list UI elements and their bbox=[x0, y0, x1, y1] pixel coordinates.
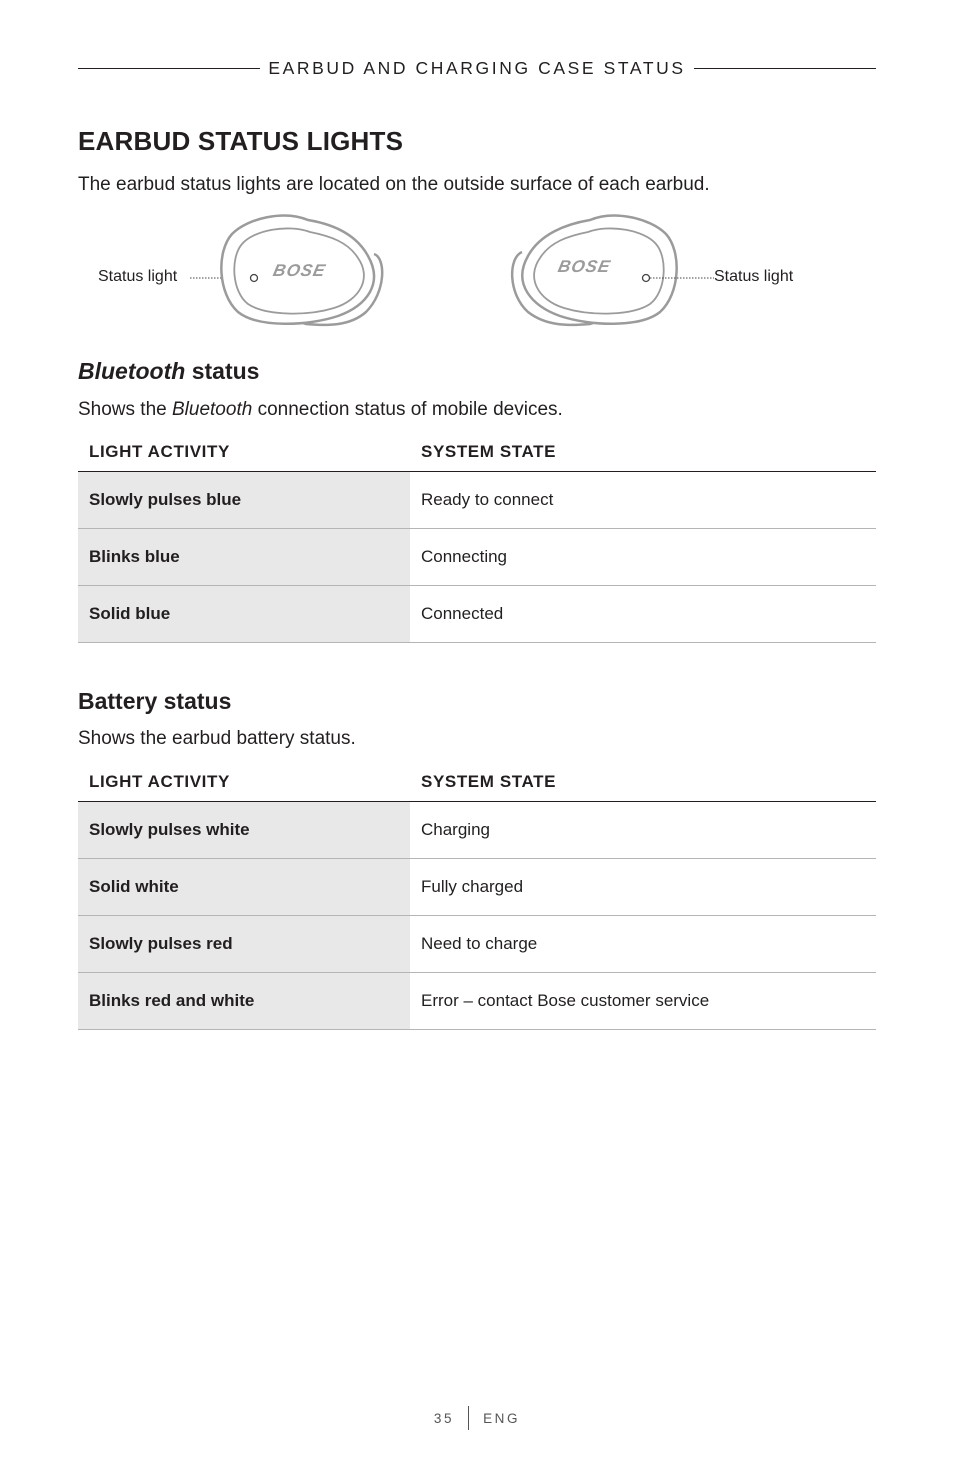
status-light-callout-left: Status light bbox=[98, 268, 178, 285]
system-state-cell: Ready to connect bbox=[410, 472, 876, 529]
earbud-figure bbox=[78, 212, 876, 330]
light-activity-cell: Solid white bbox=[78, 859, 410, 916]
system-state-cell: Fully charged bbox=[410, 859, 876, 916]
footer-divider bbox=[468, 1406, 469, 1430]
page-number: 35 bbox=[433, 1410, 455, 1426]
table-row bbox=[78, 916, 876, 973]
bluetooth-heading-italic: Bluetooth bbox=[78, 358, 186, 384]
language-label: ENG bbox=[483, 1410, 521, 1426]
column-header-system-state: SYSTEM STATE bbox=[410, 763, 876, 802]
status-light-callout-right: Status light bbox=[714, 268, 794, 285]
light-activity-cell: Blinks red and white bbox=[78, 973, 410, 1030]
intro-text: The earbud status lights are located on the outside surface of each earbud. bbox=[78, 174, 710, 195]
table-header-row bbox=[78, 763, 876, 802]
system-state-cell: Connecting bbox=[410, 529, 876, 586]
page-title: EARBUD STATUS LIGHTS bbox=[78, 126, 404, 156]
status-light-dot-right bbox=[643, 275, 650, 282]
table-row bbox=[78, 973, 876, 1030]
table-row bbox=[78, 529, 876, 586]
table-row bbox=[78, 802, 876, 859]
bluetooth-desc-prefix: Shows the bbox=[78, 399, 172, 420]
right-earbud-illustration bbox=[498, 212, 718, 330]
bluetooth-status-heading bbox=[78, 358, 259, 385]
column-header-system-state: SYSTEM STATE bbox=[410, 433, 876, 472]
column-header-light-activity: LIGHT ACTIVITY bbox=[78, 763, 410, 802]
light-activity-cell: Slowly pulses red bbox=[78, 916, 410, 973]
bose-logo-right: BOSE bbox=[556, 256, 613, 276]
header-rule-left bbox=[78, 68, 260, 69]
table-header-row bbox=[78, 433, 876, 472]
column-header-light-activity: LIGHT ACTIVITY bbox=[78, 433, 410, 472]
system-state-cell: Charging bbox=[410, 802, 876, 859]
table-row bbox=[78, 586, 876, 643]
bose-logo-left: BOSE bbox=[271, 260, 328, 280]
light-activity-cell: Solid blue bbox=[78, 586, 410, 643]
header-rule-right bbox=[694, 68, 876, 69]
bluetooth-desc-suffix: connection status of mobile devices. bbox=[252, 399, 563, 420]
status-light-dot-left bbox=[251, 275, 258, 282]
light-activity-cell: Blinks blue bbox=[78, 529, 410, 586]
page-footer bbox=[0, 1406, 954, 1430]
running-header-title: EARBUD AND CHARGING CASE STATUS bbox=[268, 57, 686, 78]
table-row bbox=[78, 472, 876, 529]
system-state-cell: Need to charge bbox=[410, 916, 876, 973]
running-header bbox=[78, 57, 876, 79]
bluetooth-heading-rest: status bbox=[185, 358, 260, 384]
battery-status-table bbox=[78, 763, 876, 1030]
left-earbud-illustration bbox=[188, 212, 403, 330]
table-row bbox=[78, 859, 876, 916]
bluetooth-status-description bbox=[78, 399, 563, 421]
battery-status-heading: Battery status bbox=[78, 688, 232, 714]
light-activity-cell: Slowly pulses blue bbox=[78, 472, 410, 529]
bluetooth-desc-italic: Bluetooth bbox=[172, 399, 253, 420]
system-state-cell: Error – contact Bose customer service bbox=[410, 973, 876, 1030]
light-activity-cell: Slowly pulses white bbox=[78, 802, 410, 859]
bluetooth-status-table bbox=[78, 433, 876, 643]
system-state-cell: Connected bbox=[410, 586, 876, 643]
battery-status-description: Shows the earbud battery status. bbox=[78, 728, 356, 749]
